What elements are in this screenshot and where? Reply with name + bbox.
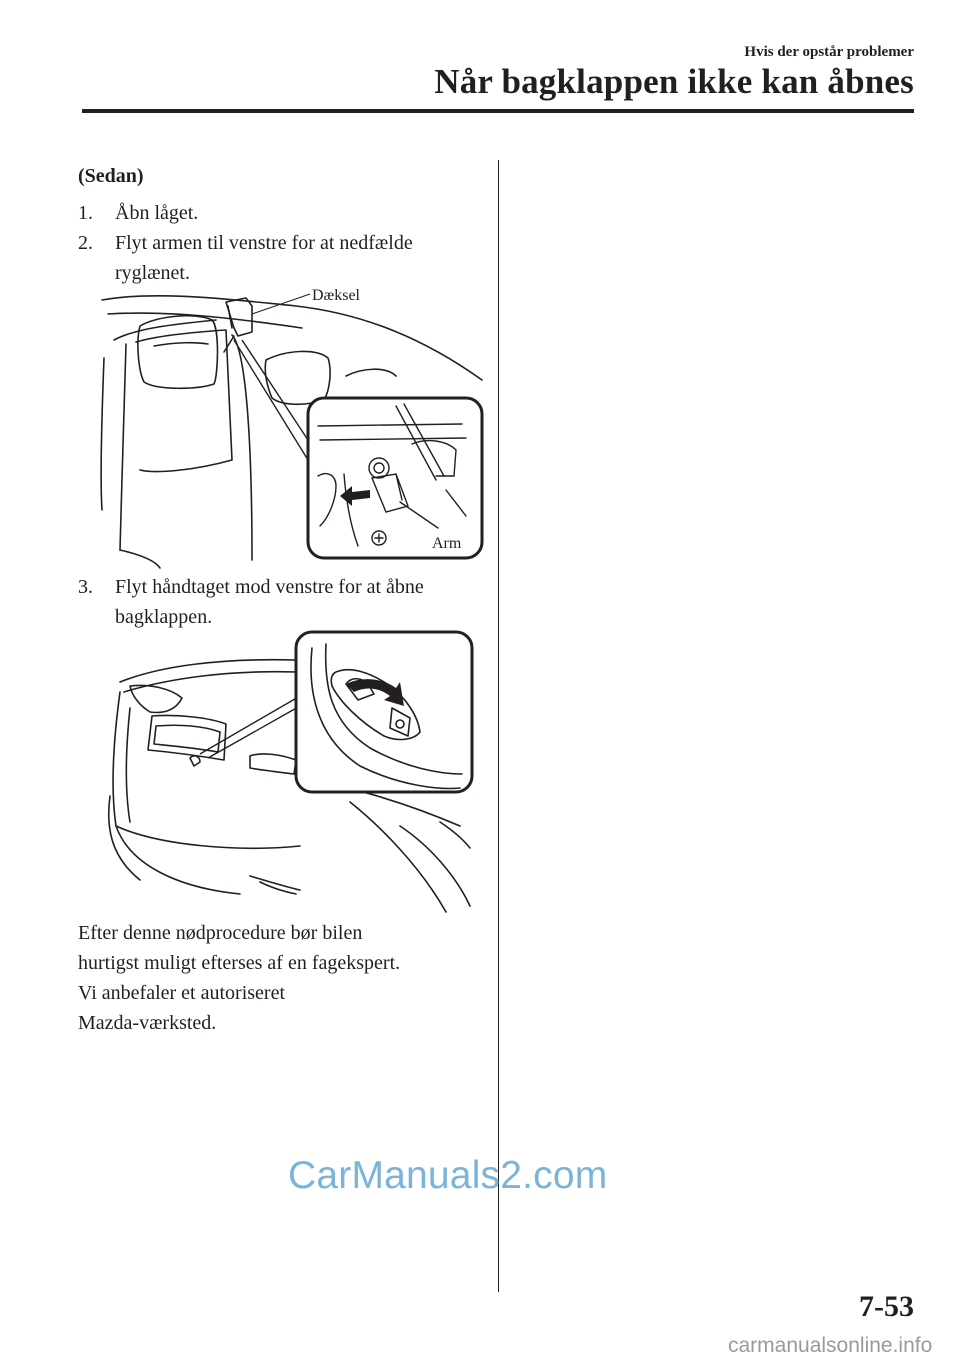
step-number: 3.: [78, 576, 93, 598]
header-rule: [82, 109, 914, 113]
label-arm: Arm: [432, 535, 462, 552]
footer-site-link[interactable]: carmanualsonline.info: [728, 1334, 933, 1357]
service-note-line: Efter denne nødprocedure bør bilen: [78, 922, 363, 944]
trunk-release-illustration: [100, 626, 480, 916]
service-note-line: Mazda-værksted.: [78, 1012, 217, 1034]
subheading: (Sedan): [78, 165, 144, 187]
step-number: 1.: [78, 202, 93, 224]
step-text: Flyt håndtaget mod venstre for at åbne: [115, 576, 424, 598]
label-cover: Dæksel: [312, 287, 360, 304]
step-text: Åbn låget.: [115, 202, 199, 224]
step-text-cont: bagklappen.: [115, 606, 213, 628]
service-note-line: hurtigst muligt efterses af en fagekspert.: [78, 952, 401, 974]
service-note-line: Vi anbefaler et autoriseret: [78, 982, 286, 1004]
service-note: [78, 918, 498, 1038]
column-divider: [498, 160, 499, 1292]
header-section-title: Hvis der opstår problemer: [744, 44, 914, 60]
page-number: 7-53: [859, 1290, 914, 1323]
step-text: Flyt armen til venstre for at nedfælde: [115, 232, 413, 254]
seatback-release-illustration: [96, 280, 488, 570]
step-number: 2.: [78, 232, 93, 254]
step-text-cont: ryglænet.: [115, 262, 190, 284]
watermark-logo: CarManuals2.com: [288, 1154, 608, 1197]
page-title: Når bagklappen ikke kan åbnes: [434, 62, 914, 101]
